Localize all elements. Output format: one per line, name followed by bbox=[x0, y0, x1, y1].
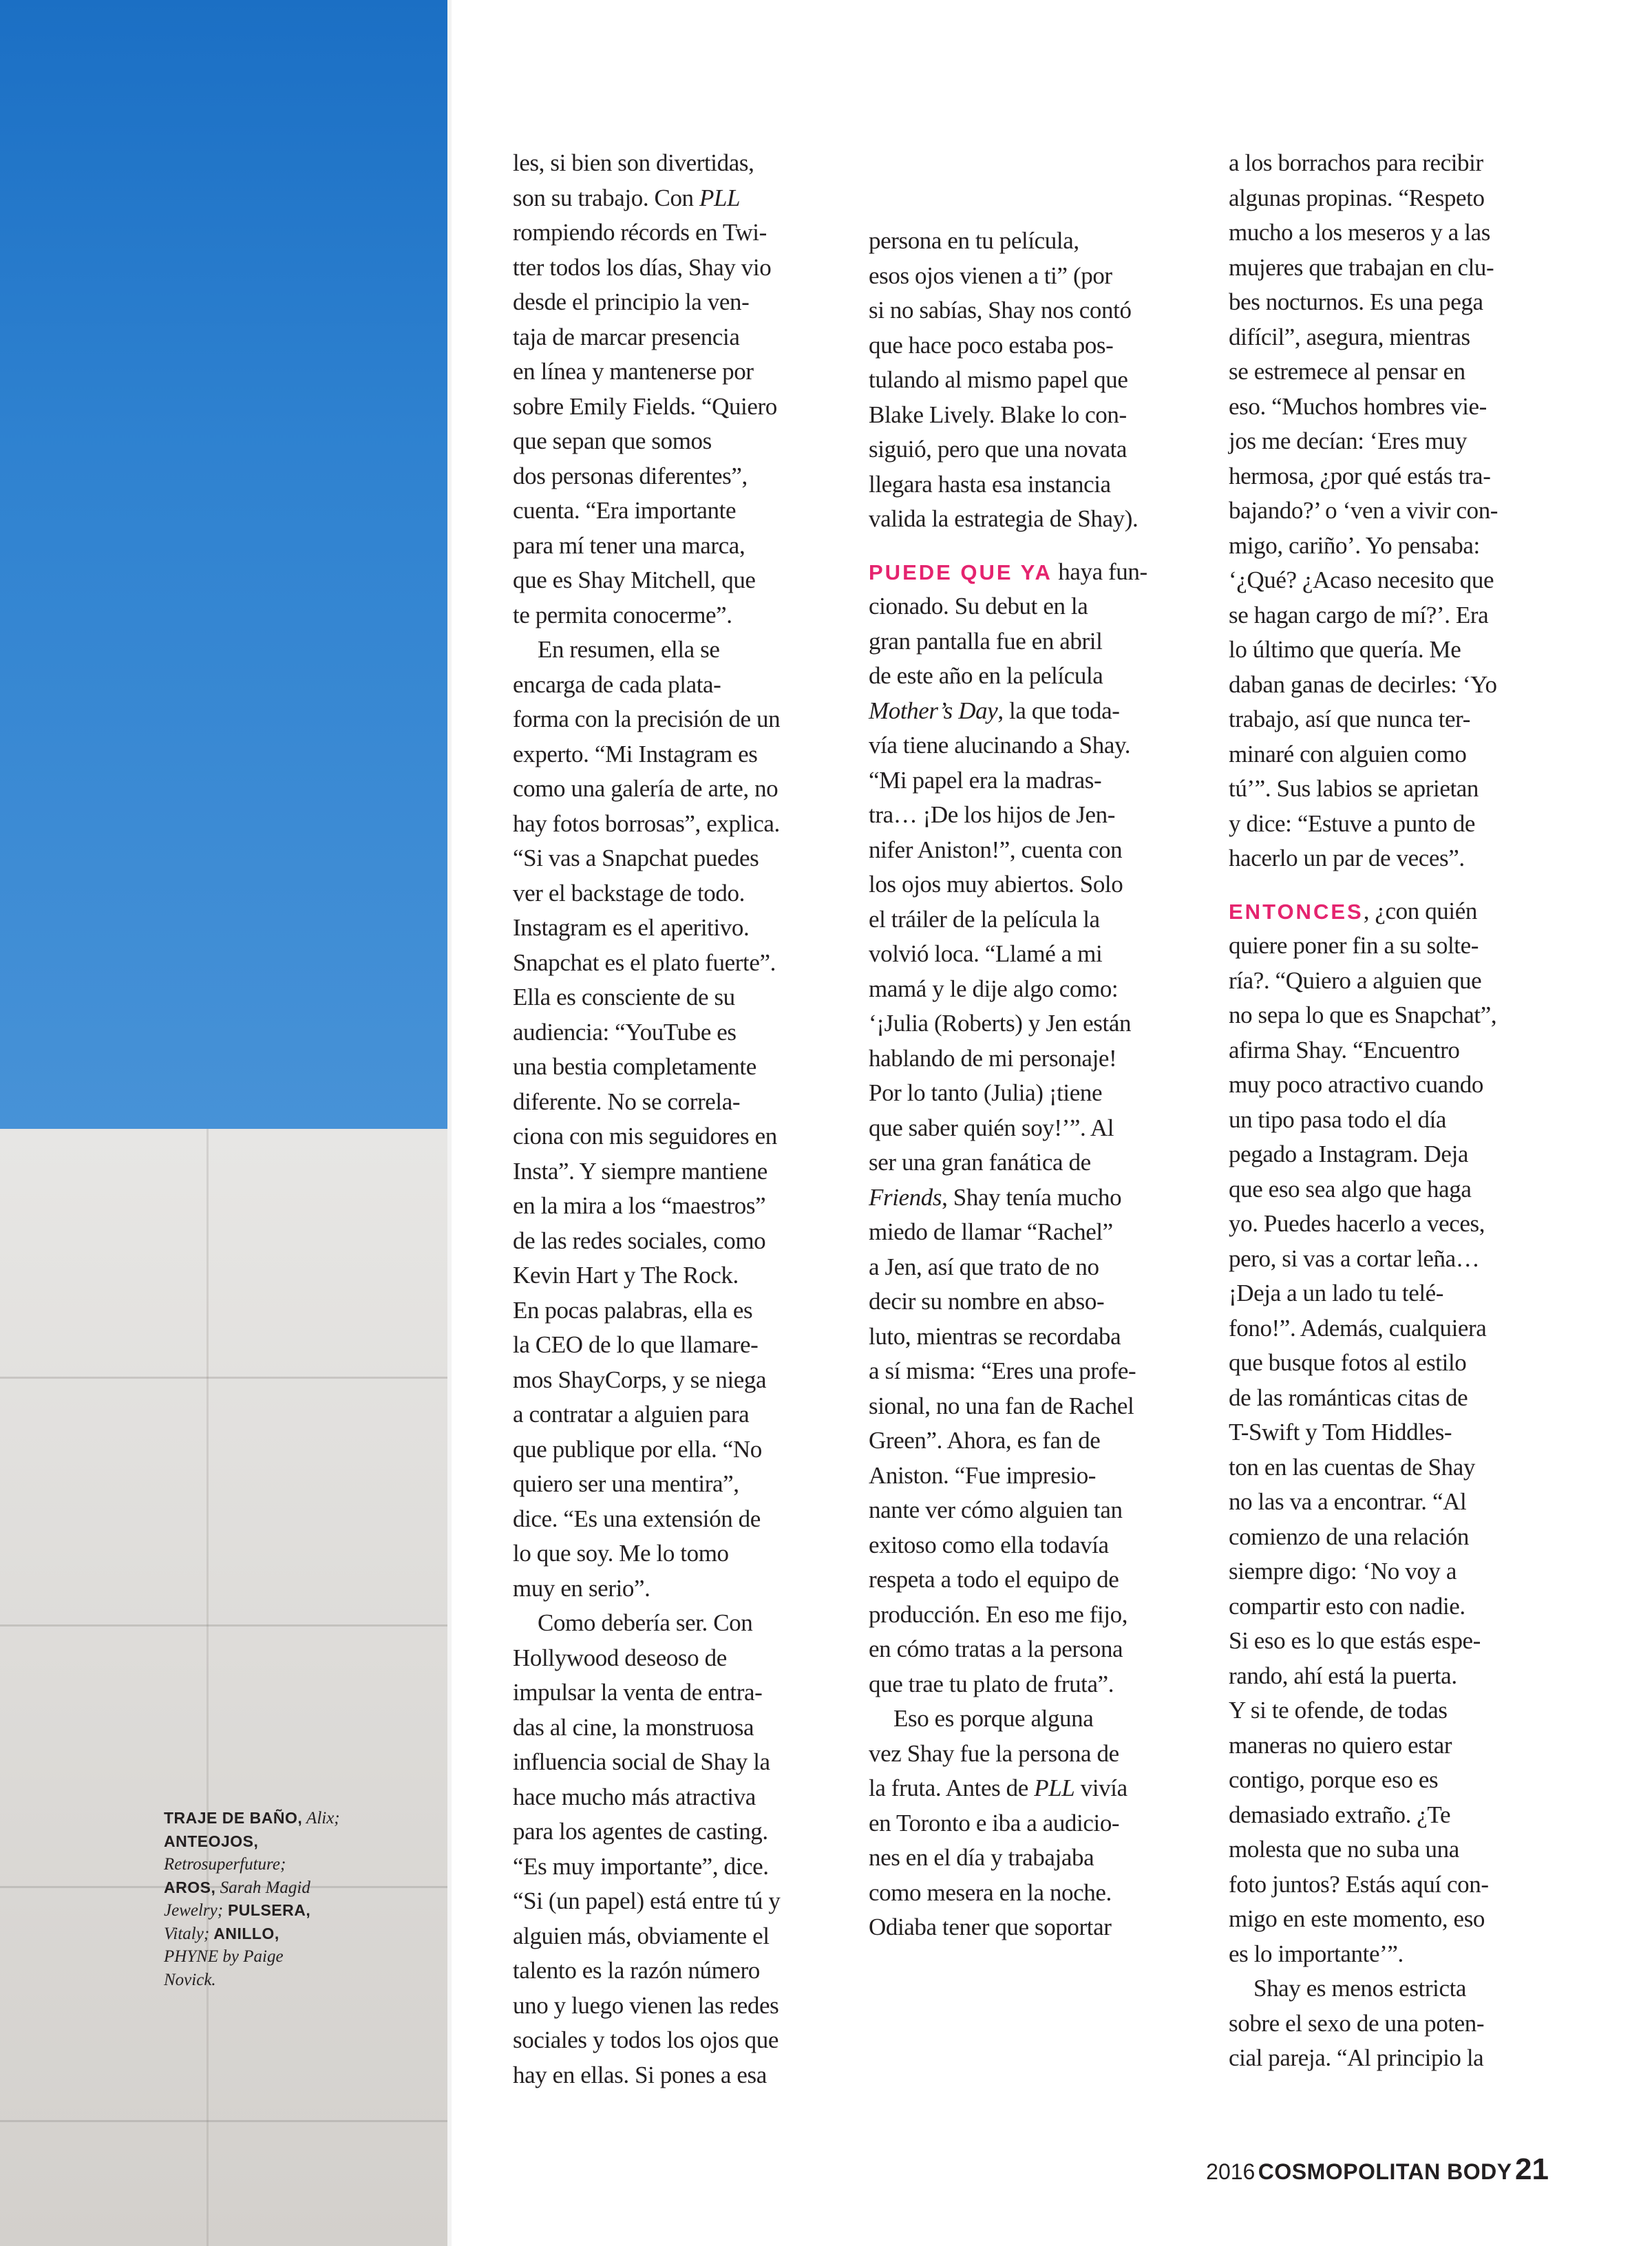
text-line: Ella es consciente de su bbox=[513, 984, 735, 1010]
text-line: que eso sea algo que haga bbox=[1229, 1175, 1472, 1203]
text-line: uno y luego vienen las redes bbox=[513, 1991, 779, 2019]
page-footer bbox=[1206, 2152, 1549, 2187]
wardrobe-credits bbox=[164, 1807, 370, 1991]
text-line: Insta”. Y siempre mantiene bbox=[513, 1157, 767, 1185]
text-line bbox=[869, 555, 1199, 590]
italic-title: Mother’s Day bbox=[869, 697, 998, 724]
text-line: bes nocturnos. Es una pega bbox=[1229, 288, 1483, 315]
text-span: , la que toda- bbox=[997, 697, 1120, 724]
text-line: persona en tu película, bbox=[869, 227, 1079, 254]
text-line: hablando de mi personaje! bbox=[869, 1044, 1117, 1072]
section-lead-in: PUEDE QUE YA bbox=[869, 560, 1052, 584]
text-line: desde el principio la ven- bbox=[513, 288, 750, 315]
text-line: rando, ahí está la puerta. bbox=[1229, 1662, 1457, 1689]
text-line: se hagan cargo de mí?’. Era bbox=[1229, 601, 1489, 628]
text-line: ciona con mis seguidores en bbox=[513, 1123, 777, 1150]
text-line: “Mi papel era la madras- bbox=[869, 766, 1102, 794]
text-line: tulando al mismo papel que bbox=[869, 366, 1128, 393]
text-line: una bestia completamente bbox=[513, 1053, 756, 1080]
text-line: luto, mientras se recordaba bbox=[869, 1322, 1121, 1350]
text-line: Eso es porque alguna bbox=[893, 1705, 1094, 1732]
text-line: quiere poner fin a su solte- bbox=[1229, 932, 1479, 959]
text-line: tter todos los días, Shay vio bbox=[513, 253, 772, 281]
text-line: Como debería ser. Con bbox=[538, 1609, 753, 1636]
text-line: que sepan que somos bbox=[513, 427, 712, 454]
text-line: llegara hasta esa instancia bbox=[869, 470, 1111, 498]
italic-title: PLL bbox=[1034, 1774, 1075, 1801]
text-line: ría?. “Quiero a alguien que bbox=[1229, 966, 1482, 994]
text-line: producción. En eso me fijo, bbox=[869, 1600, 1128, 1628]
text-line: como mesera en la noche. bbox=[869, 1878, 1112, 1906]
text-line: de este año en la película bbox=[869, 662, 1103, 689]
text-line: difícil”, asegura, mientras bbox=[1229, 323, 1470, 350]
text-line: dice. “Es una extensión de bbox=[513, 1505, 761, 1532]
text-line: valida la estrategia de Shay). bbox=[869, 505, 1139, 532]
text-line: afirma Shay. “Encuentro bbox=[1229, 1036, 1460, 1063]
text-line: exitoso como ella todavía bbox=[869, 1531, 1109, 1558]
credit-value: Novick. bbox=[164, 1970, 216, 1989]
text-line: cial pareja. “Al principio la bbox=[1229, 2044, 1484, 2071]
text-line: mucho a los meseros y a las bbox=[1229, 219, 1490, 246]
text-line: Snapchat es el plato fuerte”. bbox=[513, 949, 776, 976]
text-line: te permita conocerme”. bbox=[513, 601, 732, 628]
credit-key: ANILLO, bbox=[209, 1924, 279, 1942]
text-line: sional, no una fan de Rachel bbox=[869, 1392, 1134, 1419]
text-line: Instagram es el aperitivo. bbox=[513, 914, 750, 941]
text-line: volvió loca. “Llamé a mi bbox=[869, 940, 1103, 967]
text-line: para los agentes de casting. bbox=[513, 1818, 768, 1845]
text-line: no sepa lo que es Snapchat”, bbox=[1229, 1002, 1497, 1028]
text-line: el tráiler de la película la bbox=[869, 905, 1100, 933]
text-line: ton en las cuentas de Shay bbox=[1229, 1453, 1475, 1481]
text-line: quiero ser una mentira”, bbox=[513, 1470, 739, 1497]
text-line: influencia social de Shay la bbox=[513, 1748, 770, 1775]
text-line: que trae tu plato de fruta”. bbox=[869, 1670, 1114, 1697]
text-line: “Si vas a Snapchat puedes bbox=[513, 845, 759, 871]
text-line bbox=[513, 181, 857, 216]
text-line: lo último que quería. Me bbox=[1229, 636, 1461, 663]
text-line bbox=[869, 1771, 1199, 1806]
text-line: como una galería de arte, no bbox=[513, 775, 779, 802]
text-line: fono!”. Además, cualquiera bbox=[1229, 1314, 1487, 1342]
text-line: En pocas palabras, ella es bbox=[513, 1296, 753, 1324]
text-line: en Toronto e iba a audicio- bbox=[869, 1809, 1120, 1836]
text-line: T-Swift y Tom Hiddles- bbox=[1229, 1419, 1452, 1445]
text-line: a sí misma: “Eres una profe- bbox=[869, 1357, 1136, 1384]
article-column-1 bbox=[513, 146, 857, 2093]
text-line: trabajo, así que nunca ter- bbox=[1229, 706, 1470, 732]
text-line: Y si te ofende, de todas bbox=[1229, 1697, 1448, 1724]
text-line: gran pantalla fue en abril bbox=[869, 627, 1103, 655]
text-line: pegado a Instagram. Deja bbox=[1229, 1141, 1469, 1167]
text-line: experto. “Mi Instagram es bbox=[513, 740, 758, 767]
text-line: migo, cariño’. Yo pensaba: bbox=[1229, 531, 1480, 559]
section-lead-in: ENTONCES bbox=[1229, 899, 1364, 924]
text-line bbox=[869, 1180, 1199, 1216]
page-number: 21 bbox=[1515, 2152, 1549, 2186]
text-line: comienzo de una relación bbox=[1229, 1523, 1469, 1550]
text-line: que hace poco estaba pos- bbox=[869, 331, 1114, 359]
section-gap bbox=[869, 537, 1199, 555]
credit-value: Vitaly; bbox=[164, 1924, 210, 1943]
text-line: hermosa, ¿por qué estás tra- bbox=[1229, 462, 1491, 489]
text-line: encarga de cada plata- bbox=[513, 670, 721, 698]
text-line: nifer Aniston!”, cuenta con bbox=[869, 836, 1123, 863]
text-line: si no sabías, Shay nos contó bbox=[869, 297, 1132, 324]
wall-seam bbox=[0, 2120, 447, 2122]
text-line: hacerlo un par de veces”. bbox=[1229, 845, 1465, 871]
text-line: es lo importante’”. bbox=[1229, 1940, 1404, 1967]
text-line: yo. Puedes hacerlo a veces, bbox=[1229, 1210, 1485, 1237]
text-line: eso. “Muchos hombres vie- bbox=[1229, 392, 1487, 420]
text-line: molesta que no suba una bbox=[1229, 1836, 1459, 1863]
text-line: das al cine, la monstruosa bbox=[513, 1713, 754, 1741]
text-line: les, si bien son divertidas, bbox=[513, 149, 754, 176]
text-line: esos ojos vienen a ti” (por bbox=[869, 262, 1112, 289]
article-column-2 bbox=[869, 224, 1199, 1945]
text-span: son su trabajo. Con bbox=[513, 184, 700, 211]
text-line: hace mucho más atractiva bbox=[513, 1783, 756, 1810]
text-line: mujeres que trabajan en clu- bbox=[1229, 253, 1494, 281]
text-span: , ¿con quién bbox=[1363, 897, 1477, 924]
text-line: cionado. Su debut en la bbox=[869, 593, 1088, 619]
text-line: Shay es menos estricta bbox=[1253, 1975, 1467, 2002]
text-line: en la mira a los “maestros” bbox=[513, 1192, 766, 1219]
credit-key: PULSERA, bbox=[223, 1901, 311, 1919]
section-gap bbox=[1229, 876, 1559, 894]
text-line: audiencia: “YouTube es bbox=[513, 1018, 737, 1046]
text-line: que busque fotos al estilo bbox=[1229, 1349, 1467, 1376]
text-span: , Shay tenía mucho bbox=[942, 1183, 1122, 1211]
text-line: demasiado extraño. ¿Te bbox=[1229, 1801, 1451, 1828]
text-line: mos ShayCorps, y se niega bbox=[513, 1366, 767, 1393]
text-line: los ojos muy abiertos. Solo bbox=[869, 871, 1123, 898]
footer-year: 2016 bbox=[1206, 2159, 1256, 2184]
text-line: forma con la precisión de un bbox=[513, 706, 781, 732]
text-line: minaré con alguien como bbox=[1229, 740, 1467, 767]
text-line: hay en ellas. Si pones a esa bbox=[513, 2061, 767, 2088]
text-line: tú’”. Sus labios se aprietan bbox=[1229, 775, 1479, 802]
text-line: que saber quién soy!’”. Al bbox=[869, 1114, 1114, 1141]
text-line: algunas propinas. “Respeto bbox=[1229, 184, 1485, 211]
text-line: siempre digo: ‘No voy a bbox=[1229, 1558, 1457, 1585]
text-line: que publique por ella. “No bbox=[513, 1435, 762, 1463]
text-line: Hollywood deseoso de bbox=[513, 1644, 727, 1671]
wall-seam bbox=[0, 1377, 447, 1379]
text-span: haya fun- bbox=[1058, 558, 1147, 585]
text-line: ‘¿Qué? ¿Acaso necesito que bbox=[1229, 566, 1494, 593]
text-line: pero, si vas a cortar leña… bbox=[1229, 1244, 1480, 1272]
text-line: en cómo tratas a la persona bbox=[869, 1635, 1123, 1662]
italic-title: Friends bbox=[869, 1183, 942, 1211]
text-line: contigo, porque eso es bbox=[1229, 1766, 1439, 1793]
text-line: jos me decían: ‘Eres muy bbox=[1229, 427, 1468, 454]
text-line: En resumen, ella se bbox=[538, 636, 720, 663]
text-line bbox=[869, 694, 1199, 729]
credit-value: PHYNE by Paige bbox=[164, 1947, 284, 1966]
italic-title: PLL bbox=[699, 184, 741, 211]
wall-seam bbox=[0, 1624, 447, 1627]
text-line: diferente. No se correla- bbox=[513, 1088, 741, 1115]
text-line: un tipo pasa todo el día bbox=[1229, 1105, 1447, 1133]
text-line: “Es muy importante”, dice. bbox=[513, 1852, 769, 1880]
text-line: ver el backstage de todo. bbox=[513, 879, 745, 907]
credit-value: Jewelry; bbox=[164, 1901, 224, 1920]
text-line: siguió, pero que una novata bbox=[869, 436, 1127, 463]
text-line: respeta a todo el equipo de bbox=[869, 1566, 1119, 1593]
credit-value: Retrosuperfuture; bbox=[164, 1855, 286, 1874]
credit-key: AROS, bbox=[164, 1878, 216, 1896]
text-line: compartir esto con nadie. bbox=[1229, 1592, 1465, 1620]
text-line: foto juntos? Estás aquí con- bbox=[1229, 1870, 1489, 1898]
text-line: Green”. Ahora, es fan de bbox=[869, 1427, 1101, 1454]
text-line: miedo de llamar “Rachel” bbox=[869, 1218, 1113, 1245]
text-line: se estremece al pensar en bbox=[1229, 358, 1465, 385]
text-line: rompiendo récords en Twi- bbox=[513, 219, 767, 246]
text-line: daban ganas de decirles: ‘Yo bbox=[1229, 670, 1497, 698]
text-line: Odiaba tener que soportar bbox=[869, 1914, 1112, 1940]
text-line: muy poco atractivo cuando bbox=[1229, 1071, 1484, 1098]
text-line: vía tiene alucinando a Shay. bbox=[869, 732, 1131, 759]
text-line: muy en serio”. bbox=[513, 1574, 650, 1602]
text-line: talento es la razón número bbox=[513, 1957, 760, 1984]
text-line: nes en el día y trabajaba bbox=[869, 1844, 1094, 1871]
credit-value: Sarah Magid bbox=[215, 1878, 310, 1897]
panel-edge bbox=[447, 0, 452, 2246]
text-line: maneras no quiero estar bbox=[1229, 1731, 1452, 1759]
text-line: migo en este momento, eso bbox=[1229, 1905, 1485, 1932]
text-line: dos personas diferentes”, bbox=[513, 462, 748, 489]
text-line: impulsar la venta de entra- bbox=[513, 1679, 763, 1706]
text-span: vivía bbox=[1074, 1774, 1127, 1801]
sky-photo bbox=[0, 0, 447, 1129]
text-line: ‘¡Julia (Roberts) y Jen están bbox=[869, 1010, 1132, 1037]
text-line bbox=[1229, 894, 1559, 929]
text-line: a los borrachos para recibir bbox=[1229, 149, 1483, 176]
text-line: ser una gran fanática de bbox=[869, 1149, 1091, 1176]
text-line: alguien más, obviamente el bbox=[513, 1922, 770, 1949]
article-column-3 bbox=[1229, 146, 1559, 2076]
text-line: no las va a encontrar. “Al bbox=[1229, 1488, 1467, 1515]
text-line: nante ver cómo alguien tan bbox=[869, 1496, 1123, 1523]
text-line: sociales y todos los ojos que bbox=[513, 2026, 779, 2053]
credit-key: ANTEOJOS, bbox=[164, 1832, 259, 1850]
footer-publication: COSMOPOLITAN BODY bbox=[1258, 2159, 1512, 2184]
text-line: a contratar a alguien para bbox=[513, 1401, 750, 1428]
text-line: sobre Emily Fields. “Quiero bbox=[513, 392, 777, 420]
text-line: “Si (un papel) está entre tú y bbox=[513, 1887, 781, 1914]
wall-seam bbox=[206, 1129, 209, 2246]
text-span: la fruta. Antes de bbox=[869, 1774, 1035, 1801]
text-line: mamá y le dije algo como: bbox=[869, 975, 1119, 1002]
credit-key: TRAJE DE BAÑO, bbox=[164, 1809, 303, 1827]
text-line: cuenta. “Era importante bbox=[513, 497, 737, 524]
text-line: Por lo tanto (Julia) ¡tiene bbox=[869, 1079, 1103, 1106]
text-line: para mí tener una marca, bbox=[513, 531, 745, 559]
text-line: Kevin Hart y The Rock. bbox=[513, 1262, 739, 1289]
text-line: ¡Deja a un lado tu telé- bbox=[1229, 1280, 1444, 1306]
text-line: Aniston. “Fue impresio- bbox=[869, 1461, 1097, 1489]
text-line: bajando?’ o ‘ven a vivir con- bbox=[1229, 497, 1499, 524]
text-line: que es Shay Mitchell, que bbox=[513, 566, 756, 593]
text-line: Si eso es lo que estás espe- bbox=[1229, 1627, 1481, 1654]
text-line: tra… ¡De los hijos de Jen- bbox=[869, 801, 1115, 828]
text-line: la CEO de lo que llamare- bbox=[513, 1331, 759, 1358]
text-line: taja de marcar presencia bbox=[513, 323, 740, 350]
text-line: lo que soy. Me lo tomo bbox=[513, 1540, 729, 1567]
text-line: en línea y mantenerse por bbox=[513, 358, 754, 385]
wall-photo bbox=[0, 1129, 447, 2246]
credit-value: Alix; bbox=[302, 1809, 340, 1827]
text-line: Blake Lively. Blake lo con- bbox=[869, 401, 1127, 428]
text-line: a Jen, así que trato de no bbox=[869, 1253, 1099, 1280]
text-line: de las redes sociales, como bbox=[513, 1227, 766, 1254]
text-line: decir su nombre en abso- bbox=[869, 1288, 1105, 1315]
text-line: hay fotos borrosas”, explica. bbox=[513, 809, 780, 837]
text-line: vez Shay fue la persona de bbox=[869, 1739, 1119, 1767]
text-line: de las románticas citas de bbox=[1229, 1384, 1468, 1411]
text-line: y dice: “Estuve a punto de bbox=[1229, 809, 1475, 837]
text-line: sobre el sexo de una poten- bbox=[1229, 2009, 1485, 2037]
